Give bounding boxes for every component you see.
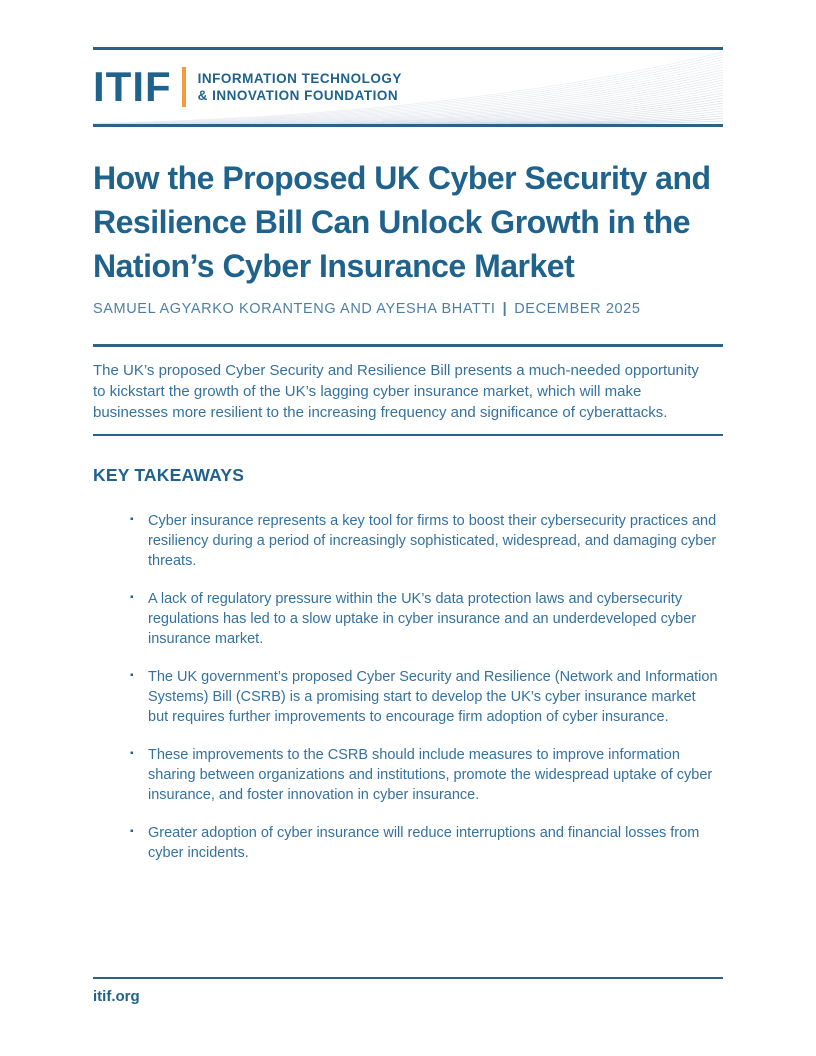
page-title-line: Resilience Bill Can Unlock Growth in the (93, 204, 690, 240)
page-title-line: How the Proposed UK Cyber Security and (93, 160, 711, 196)
byline-authors: SAMUEL AGYARKO KORANTENG AND AYESHA BHATTI (93, 301, 496, 317)
square-bullet-icon: ▪ (130, 670, 134, 681)
key-takeaways-list (93, 511, 723, 863)
square-bullet-icon: ▪ (130, 514, 134, 525)
itif-logo (93, 63, 402, 110)
key-takeaway-text: Cyber insurance represents a key tool for firms to boost their cybersecurity practices and resiliency during a period of increasingly sophisticated, widespread, and damaging cyber threats. (148, 513, 717, 569)
abstract-text: The UK’s proposed Cyber Security and Resilience Bill presents a much-needed opportunity to kickstart the growth of the UK’s lagging cyber insurance market, which will make businesses more resilient to the increasing frequency and significance of cyberattacks. (93, 362, 699, 421)
key-takeaway-text: Greater adoption of cyber insurance will reduce interruptions and financial losses from cyber incidents. (148, 825, 700, 861)
key-takeaway-text: These improvements to the CSRB should include measures to improve information sharing between organizations and institutions, promote the widespread uptake of cyber insurance, and foster innovation in cyber insurance. (148, 747, 713, 803)
header (93, 47, 723, 127)
abstract-section (93, 344, 723, 436)
footer (93, 977, 723, 1006)
page-title (93, 156, 723, 288)
key-takeaway-item (93, 511, 723, 571)
key-takeaway-text: A lack of regulatory pressure within the UK’s data protection laws and cybersecurity regulations has led to a slow uptake in cyber insurance and an underdeveloped cyber insurance market. (148, 591, 697, 647)
byline (93, 301, 723, 317)
org-name (198, 70, 402, 104)
key-takeaway-item (93, 745, 723, 805)
header-bottom-rule (93, 124, 723, 127)
key-takeaways-heading: KEY TAKEAWAYS (93, 465, 245, 485)
logo-divider-bar (182, 67, 186, 107)
square-bullet-icon: ▪ (130, 748, 134, 759)
org-name-line1: INFORMATION TECHNOLOGY (197, 71, 402, 86)
itif-org-link[interactable]: itif.org (93, 988, 140, 1005)
square-bullet-icon: ▪ (130, 592, 134, 603)
key-takeaway-item (93, 667, 723, 727)
byline-date: DECEMBER 2025 (514, 301, 641, 317)
header-band (93, 50, 723, 124)
key-takeaway-item (93, 589, 723, 649)
key-takeaway-item (93, 823, 723, 863)
org-name-line2: & INNOVATION FOUNDATION (197, 88, 399, 103)
byline-separator: | (502, 301, 508, 317)
page-title-line: Nation’s Cyber Insurance Market (93, 248, 575, 284)
square-bullet-icon: ▪ (130, 826, 134, 837)
itif-logo-text: ITIF (93, 63, 172, 110)
key-takeaway-text: The UK government’s proposed Cyber Security and Resilience (Network and Information Systems) Bill (CSRB) is a promising start to develop the UK’s cyber insurance market but requires further improvements to encourage firm adoption of cyber insurance. (148, 669, 718, 725)
